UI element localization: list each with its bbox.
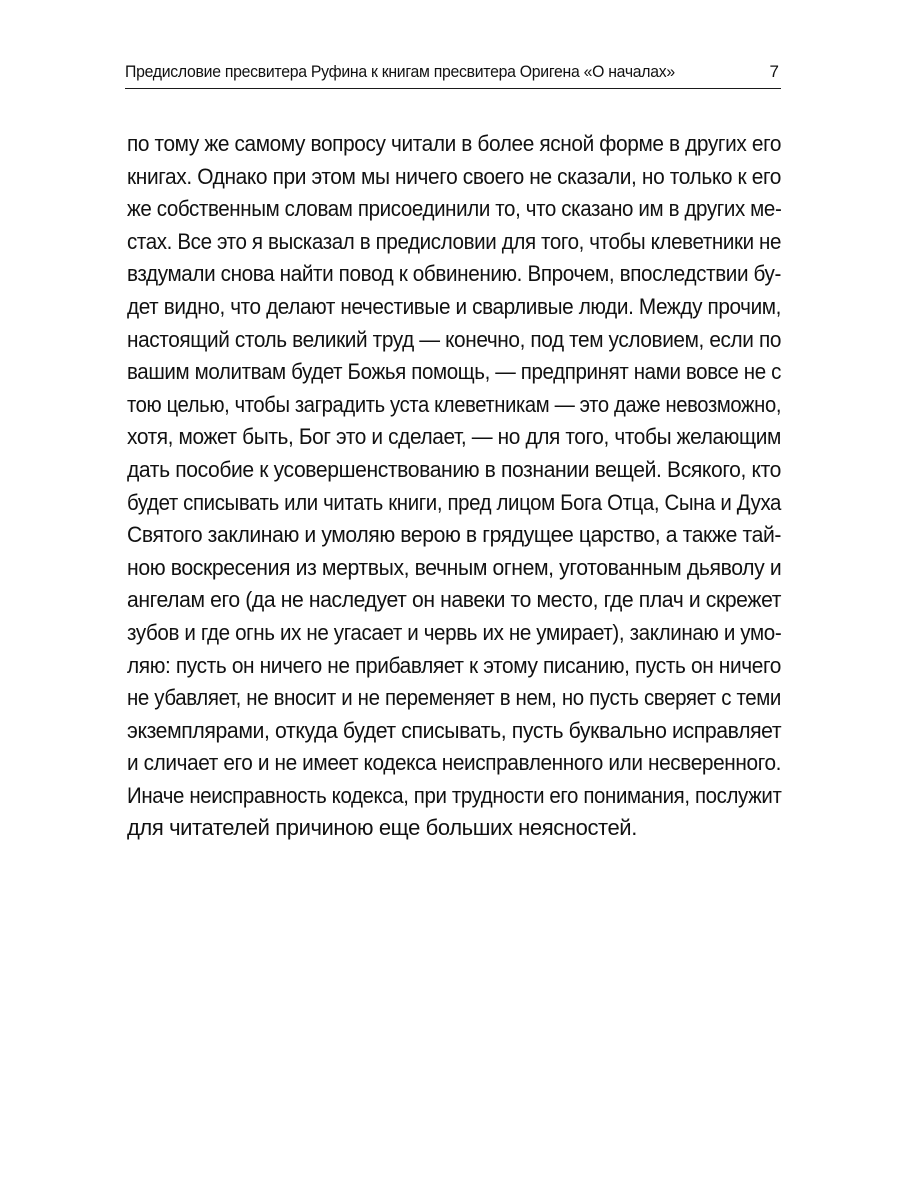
text-line: тою целью, чтобы заградить уста клеветникам — это даже невозможно,	[127, 391, 782, 417]
text-line: Иначе неисправность кодекса, при трудности его понимания, послужит	[127, 782, 782, 808]
text-line: по тому же самому вопросу читали в более ясной форме в других его	[127, 131, 782, 156]
text-line: вашим молитвам будет Божья помощь, — предпринят нами вовсе не с	[127, 359, 782, 385]
text-line: же собственным словам присоединили то, что сказано им в других ме-	[127, 196, 782, 222]
text-line-last: для читателей причиною еще больших неясностей.	[127, 815, 637, 841]
text-line: настоящий столь великий труд — конечно, под тем условием, если по	[127, 326, 782, 352]
text-line: дет видно, что делают нечестивые и сварливые люди. Между прочим,	[127, 293, 782, 319]
text-line: дать пособие к усовершенствованию в познании вещей. Всякого, кто	[127, 456, 781, 482]
text-line: стах. Все это я высказал в предисловии для того, чтобы клеветники не	[127, 228, 782, 254]
text-line: ною воскресения из мертвых, вечным огнем, уготованным дьяволу и	[127, 554, 782, 580]
text-line: будет списывать или читать книги, пред лицом Бога Отца, Сына и Духа	[127, 489, 782, 515]
running-title: Предисловие пресвитера Руфина к книгам пресвитера Оригена «О началах»	[125, 62, 675, 81]
page-number: 7	[769, 62, 779, 81]
body-text	[127, 128, 781, 845]
text-line: экземплярами, откуда будет списывать, пусть буквально исправляет	[127, 717, 782, 743]
text-line: хотя, может быть, Бог это и сделает, — но для того, чтобы желающим	[127, 424, 781, 450]
text-line: ангелам его (да не наследует он навеки то место, где плач и скрежет	[127, 587, 782, 613]
text-line: вздумали снова найти повод к обвинению. Впрочем, впоследствии бу-	[127, 261, 782, 287]
text-line: зубов и где огнь их не угасает и червь их не умирает), заклинаю и умо-	[127, 619, 782, 645]
text-line: ляю: пусть он ничего не прибавляет к этому писанию, пусть он ничего	[127, 652, 781, 678]
text-line: книгах. Однако при этом мы ничего своего не сказали, но только к его	[127, 163, 782, 189]
text-line: не убавляет, не вносит и не переменяет в нем, но пусть сверяет с теми	[127, 685, 782, 711]
running-header	[125, 58, 781, 89]
text-line: Святого заклинаю и умоляю верою в грядущее царство, а также тай-	[127, 522, 782, 548]
text-line: и сличает его и не имеет кодекса неисправленного или несверенного.	[127, 750, 782, 776]
